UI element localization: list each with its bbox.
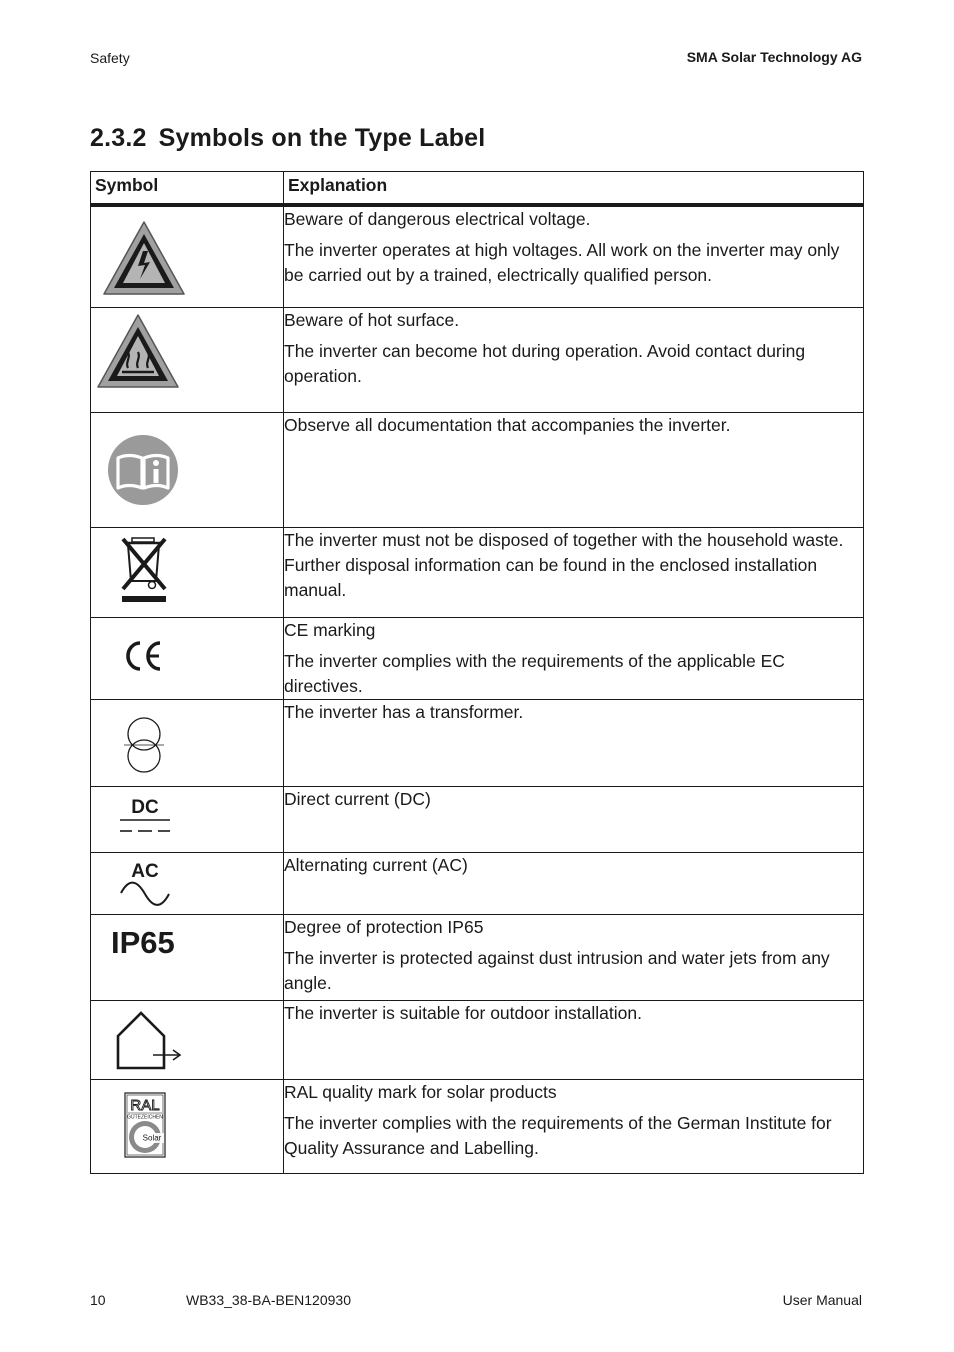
table-row <box>91 1000 864 1079</box>
column-header-explanation: Explanation <box>284 172 864 206</box>
column-header-symbol: Symbol <box>91 172 284 206</box>
explanation-cell <box>284 699 864 786</box>
explanation-cell <box>284 914 864 1000</box>
alternating-current-icon <box>117 858 173 912</box>
footer-document-id: WB33_38-BA-BEN120930 <box>186 1292 351 1308</box>
symbol-cell <box>91 205 284 307</box>
table-row <box>91 412 864 527</box>
ral-subtext: GÜTEZEICHEN <box>127 1114 163 1120</box>
read-documentation-icon <box>107 434 179 506</box>
explanation-line: Alternating current (AC) <box>284 854 468 875</box>
section-title-text: Symbols on the Type Label <box>158 124 486 152</box>
ce-marking-icon <box>124 638 166 674</box>
symbol-cell <box>91 1000 284 1079</box>
explanation-line: The inverter operates at high voltages. All work on the inverter may only be carried out by a trained, electrically qualified person. <box>284 240 840 285</box>
transformer-icon <box>124 716 164 774</box>
explanation-cell <box>284 412 864 527</box>
table-row <box>91 527 864 617</box>
header-section: Safety <box>90 50 130 66</box>
high-voltage-warning-icon <box>101 219 187 297</box>
dc-label: DC <box>131 796 159 818</box>
section-number: 2.3.2 <box>90 124 147 152</box>
footer-document-type: User Manual <box>782 1292 862 1308</box>
table-row <box>91 914 864 1000</box>
ral-solar-quality-mark-icon <box>124 1092 166 1158</box>
explanation-cell <box>284 786 864 852</box>
ral-solar-badge: Solar <box>142 1133 162 1142</box>
outdoor-installation-icon <box>109 1010 185 1072</box>
explanation-line: The inverter can become hot during operation. Avoid contact during operation. <box>284 340 806 386</box>
explanation-line: Observe all documentation that accompanies the inverter. <box>284 414 731 435</box>
ac-label: AC <box>131 860 159 882</box>
ral-label: RAL <box>130 1096 160 1114</box>
explanation-line: The inverter complies with the requirements of the applicable EC directives. <box>284 650 785 696</box>
explanation-line: Beware of hot surface. <box>284 309 460 330</box>
table-row <box>91 699 864 786</box>
symbol-cell <box>91 412 284 527</box>
explanation-line: The inverter is protected against dust intrusion and water jets from any angle. <box>284 947 830 993</box>
explanation-line: Direct current (DC) <box>284 788 431 809</box>
explanation-line: Degree of protection IP65 <box>284 916 484 937</box>
explanation-line: The inverter must not be disposed of together with the household waste. Further disposal information can be found in the enclosed installation manual. <box>284 529 844 600</box>
symbol-cell <box>91 852 284 914</box>
footer-page-number: 10 <box>90 1292 106 1308</box>
symbols-table <box>90 171 864 1174</box>
table-header-row <box>91 172 864 206</box>
symbol-cell <box>91 527 284 617</box>
explanation-cell <box>284 205 864 307</box>
symbol-cell <box>91 1079 284 1173</box>
ip65-label: IP65 <box>111 924 175 960</box>
explanation-line: Beware of dangerous electrical voltage. <box>284 209 591 229</box>
explanation-line: The inverter is suitable for outdoor installation. <box>284 1002 642 1023</box>
explanation-line: RAL quality mark for solar products <box>284 1081 557 1102</box>
header-company: SMA Solar Technology AG <box>686 49 862 65</box>
table-row <box>91 786 864 852</box>
direct-current-icon <box>117 793 173 837</box>
table-row <box>91 617 864 699</box>
symbol-cell <box>91 699 284 786</box>
hot-surface-warning-icon <box>95 312 181 390</box>
explanation-cell <box>284 527 864 617</box>
table-row <box>91 1079 864 1173</box>
explanation-line: The inverter complies with the requirements of the German Institute for Quality Assurance and Labelling. <box>284 1112 832 1158</box>
table-row <box>91 205 864 307</box>
crossed-out-wheelie-bin-icon <box>119 535 169 603</box>
ip65-icon <box>109 920 189 960</box>
explanation-cell <box>284 307 864 412</box>
explanation-line: The inverter has a transformer. <box>284 701 524 722</box>
explanation-cell <box>284 1000 864 1079</box>
table-row <box>91 307 864 412</box>
symbol-cell <box>91 617 284 699</box>
explanation-cell <box>284 1079 864 1173</box>
section-title <box>90 124 485 153</box>
explanation-cell <box>284 617 864 699</box>
explanation-cell <box>284 852 864 914</box>
symbol-cell <box>91 307 284 412</box>
symbol-cell <box>91 786 284 852</box>
symbol-cell <box>91 914 284 1000</box>
explanation-line: CE marking <box>284 619 376 640</box>
table-row <box>91 852 864 914</box>
